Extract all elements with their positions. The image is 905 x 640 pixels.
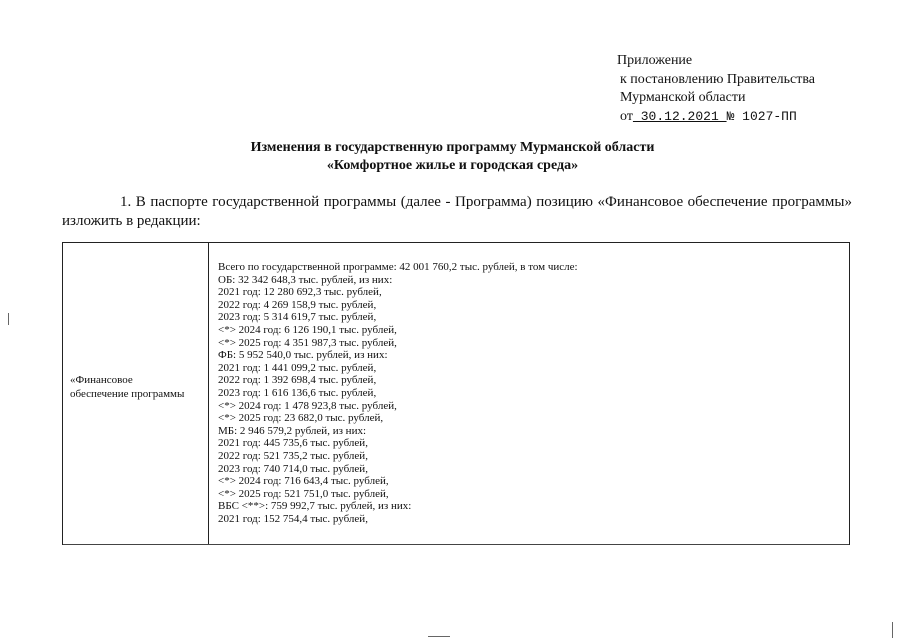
table-column-divider	[208, 243, 209, 545]
financing-line: <*> 2025 год: 4 351 987,3 тыс. рублей,	[218, 336, 397, 349]
financing-line: <*> 2025 год: 521 751,0 тыс. рублей,	[218, 487, 389, 500]
scan-artifact-bottom	[428, 636, 450, 637]
financing-line: 2022 год: 521 735,2 тыс. рублей,	[218, 449, 368, 462]
financing-line: 2021 год: 1 441 099,2 тыс. рублей,	[218, 361, 377, 374]
financing-line: <*> 2024 год: 1 478 923,8 тыс. рублей,	[218, 399, 397, 412]
number-value: 1027-ПП	[734, 108, 797, 124]
table-right-cell	[218, 261, 578, 525]
financing-line: 2021 год: 12 280 692,3 тыс. рублей,	[218, 286, 382, 299]
document-title	[0, 139, 905, 175]
number-sign: №	[726, 108, 735, 124]
title-line-2: «Комфортное жилье и городская среда»	[326, 158, 579, 173]
table-bottom-border	[63, 544, 849, 545]
title-line-1: Изменения в государственную программу Мурманской области	[250, 140, 655, 155]
table-left-cell	[70, 373, 184, 401]
appendix-date-line	[617, 108, 815, 127]
appendix-block	[617, 52, 815, 126]
financing-line: 2023 год: 5 314 619,7 тыс. рублей,	[218, 311, 377, 324]
scan-artifact-left	[8, 313, 9, 325]
appendix-region: Мурманской области	[620, 90, 746, 105]
financing-line: 2021 год: 152 754,4 тыс. рублей,	[218, 512, 368, 525]
financing-line: 2023 год: 740 714,0 тыс. рублей,	[218, 462, 368, 475]
financing-line: 2022 год: 4 269 158,9 тыс. рублей,	[218, 298, 377, 311]
date-value: 30.12.2021	[632, 108, 727, 124]
financing-line: <*> 2024 год: 6 126 190,1 тыс. рублей,	[218, 323, 397, 336]
financing-table	[62, 242, 850, 545]
appendix-title: Приложение	[617, 53, 693, 68]
left-cell-line-1: «Финансовое	[70, 374, 133, 386]
scan-artifact-right	[892, 622, 893, 638]
financing-line: МБ: 2 946 579,2 рублей, из них:	[218, 424, 367, 437]
financing-line: 2021 год: 445 735,6 тыс. рублей,	[218, 437, 368, 450]
financing-line: <*> 2025 год: 23 682,0 тыс. рублей,	[218, 412, 384, 425]
financing-line: 2023 год: 1 616 136,6 тыс. рублей,	[218, 386, 377, 399]
financing-line: <*> 2024 год: 716 643,4 тыс. рублей,	[218, 475, 389, 488]
financing-line: ФБ: 5 952 540,0 тыс. рублей, из них:	[218, 349, 388, 362]
date-prefix: от	[620, 108, 633, 124]
intro-paragraph: 1. В паспорте государственной программы (далее - Программа) позицию «Финансовое обеспечение программы» изложить в редакции:	[62, 194, 852, 229]
financing-line: Всего по государственной программе: 42 001 760,2 тыс. рублей, в том числе:	[218, 261, 578, 273]
left-cell-line-2: обеспечение программы	[70, 388, 185, 400]
financing-line: ОБ: 32 342 648,3 тыс. рублей, из них:	[218, 273, 393, 286]
appendix-resolution: к постановлению Правительства	[620, 71, 816, 87]
financing-line: 2022 год: 1 392 698,4 тыс. рублей,	[218, 374, 377, 387]
financing-line: ВБС <**>: 759 992,7 тыс. рублей, из них:	[218, 500, 412, 513]
